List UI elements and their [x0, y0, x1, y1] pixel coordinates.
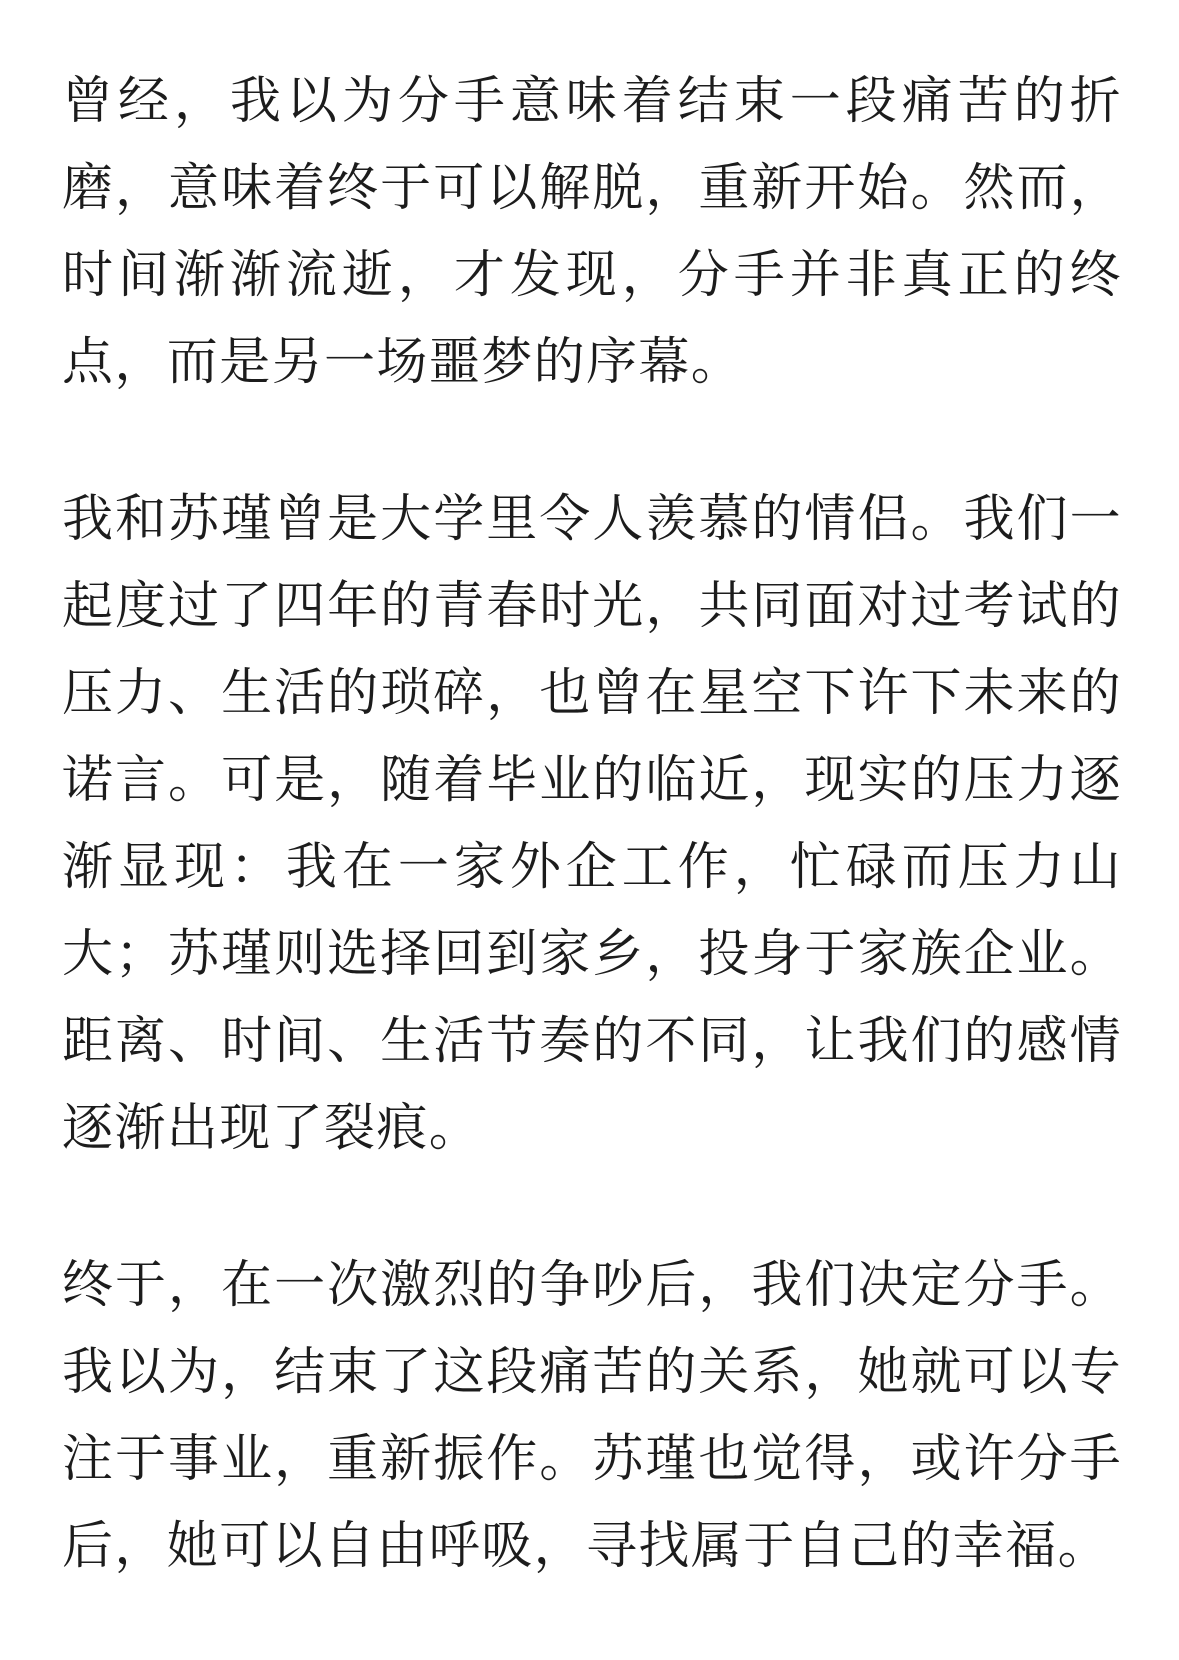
- article-paragraph-3: 终于，在一次激烈的争吵后，我们决定分手。我以为，结束了这段痛苦的关系，她就可以专注于事业，重新振作。苏瑾也觉得，或许分手后，她可以自由呼吸，寻找属于自己的幸福。: [62, 1256, 1122, 1576]
- article-body: [62, 58, 1122, 1660]
- article-paragraph-2: 我和苏瑾曾是大学里令人羡慕的情侣。我们一起度过了四年的青春时光，共同面对过考试的压力、生活的琐碎，也曾在星空下许下未来的诺言。可是，随着毕业的临近，现实的压力逐渐显现：我在一家外企工作，忙碌而压力山大；苏瑾则选择回到家乡，投身于家族企业。距离、时间、生活节奏的不同，让我们的感情逐渐出现了裂痕。: [62, 490, 1122, 1158]
- article-paragraph-1: 曾经，我以为分手意味着结束一段痛苦的折磨，意味着终于可以解脱，重新开始。然而，时间渐渐流逝，才发现，分手并非真正的终点，而是另一场噩梦的序幕。: [62, 72, 1122, 392]
